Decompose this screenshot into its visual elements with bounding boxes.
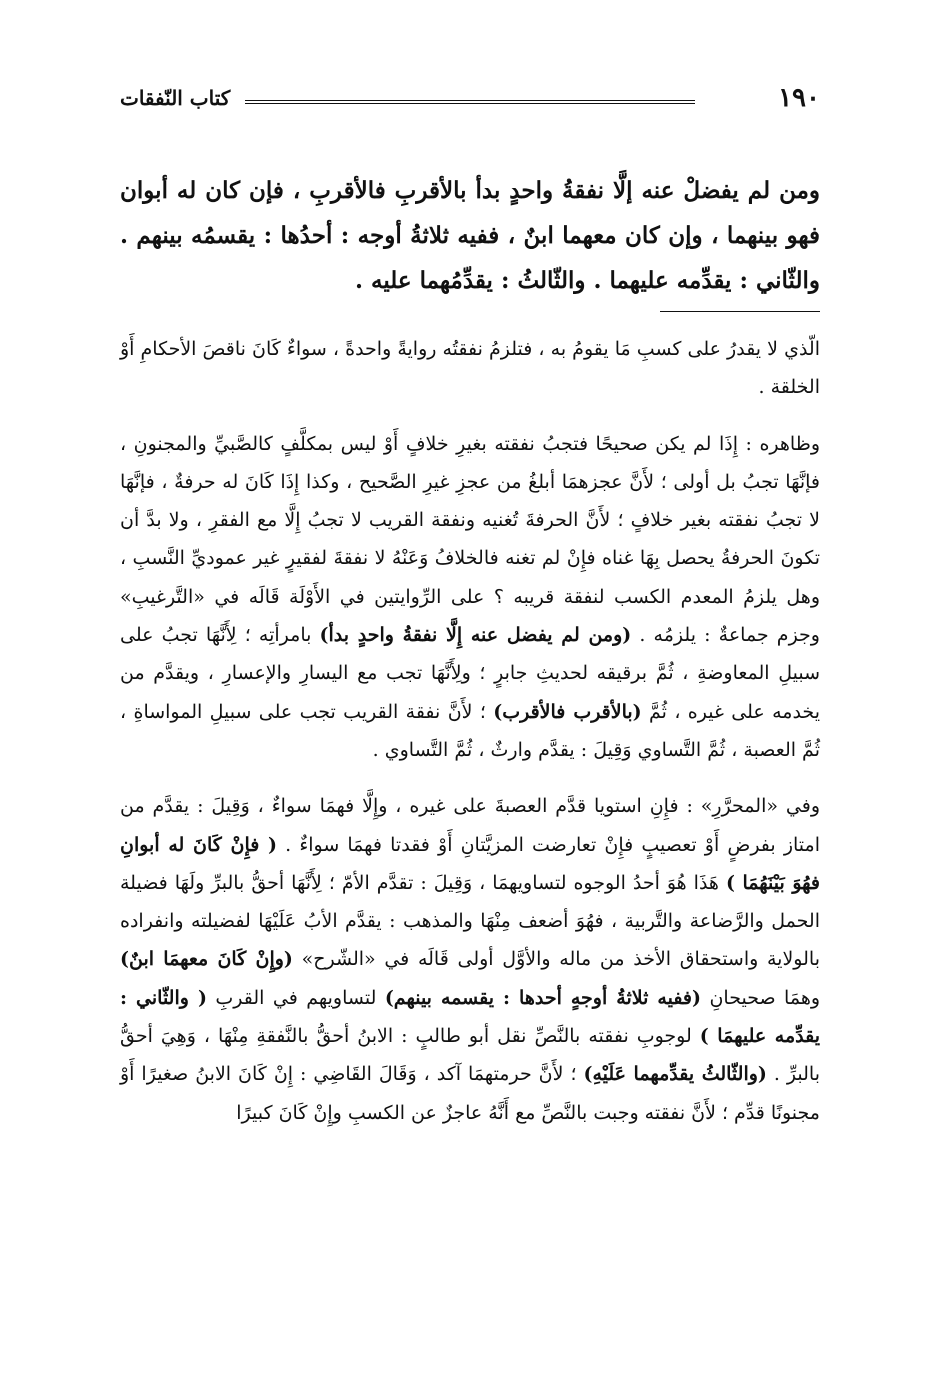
commentary-text: ؛ لأَنَّ نفقة القريب تجب على سبيلِ المواساةِ ، ثُمَّ العصبة ، ثُمَّ التَّساوي وَقِيلَ : يقدَّم وارثٌ ، ثُمَّ التَّساوي . — [120, 700, 820, 761]
header-rule — [245, 100, 695, 101]
commentary-text: وظاهره : إِذَا لم يكن صحيحًا فتجبُ نفقته بغيرِ خلافٍ أَوْ ليس بمكلَّفٍ كالصَّبيِّ والمجنونِ ، فإنَّهَا تجبُ بل أولى ؛ لأَنَّ عجزهمَا أبلغُ من عجزِ غيرِ الصَّحيح ، وكذا إِذَا كَانَ له حرفةٌ ، فإنَّهَا لا تجبُ نفقته بغير خلافٍ ؛ لأَنَّ الحرفةَ تُغنيه ونفقة القريب لا تجبُ إِلَّا مع الفقرِ ، ولا بدَّ أن تكونَ الحرفةُ يحصل بِهَا غناه فإِنْ لم تغنه فالخلافُ وَعَنْهُ لا نفقةَ لفقيرٍ غير عموديِّ النَّسبِ ، وهل يلزمُ المعدم الكسب لنفقة قريبه ؟ على الرِّوايتين في الأَوْلَة قَالَه في «التَّرغيبِ» وجزم جماعةٌ : يلزمُه . — [120, 432, 820, 647]
quoted-main-text: (وإِنْ كَانَ معهمَا ابنٌ) — [120, 948, 293, 971]
commentary-text: وفي «المحرَّرِ» : فإِنِ استويا قدَّم العصبةَ على غيره ، وإِلَّا فهمَا سواءٌ ، وَقِيلَ : يقدَّم من امتاز بفرضٍ أَوْ تعصيبٍ فإِنْ تعارضت المزيَّتانِ أَوْ فقدتا فهمَا سواءٌ . — [120, 795, 820, 856]
quoted-main-text: (ومن لم يفضل عنه إِلَّا نفقةُ واحدٍ بدأ) — [319, 624, 632, 647]
quoted-main-text: (بالأقرب فالأقرب) — [493, 700, 642, 723]
page-header — [120, 78, 820, 118]
main-text-paragraph: ومن لم يفضلْ عنه إلَّا نفقةُ واحدٍ بدأ بالأقربِ فالأقربِ ، فإن كان له أبوان فهو بينهما ، وإن كان معهما ابنٌ ، ففيه ثلاثةُ أوجه : أحدُها : يقسمُه بينهم . والثّاني : يقدِّمه عليهما . والثّالثُ : يقدِّمُهما عليه . — [120, 177, 820, 294]
page-number: ١٩٠ — [778, 83, 820, 113]
commentary-paragraph-3 — [120, 787, 820, 1132]
main-text — [120, 168, 820, 303]
commentary-paragraph-2 — [120, 425, 820, 770]
commentary — [120, 330, 820, 1150]
quoted-main-text: ( والثّاني : يقدِّمه عليهمَا ) — [120, 986, 820, 1048]
commentary-text: هَذَا هُوَ أحدُ الوجوه لتساويهمَا ، وَقِيلَ : تقدَّم الأمّ ؛ لِأَنَّهَا أحقُّ بالبرِّ ولَهَا فضيلة الحمل والرَّضاعة والتَّربية ، فهُوَ أضعف مِنْهَا والمذهب : يقدَّم الأبُ عَلَيْهَا لفضيلته وانفراده بالولاية واستحقاق الأخذ من ماله والأوَّل أولى قَالَه في «الشّرح» — [120, 871, 820, 971]
commentary-text: لوجوبِ نفقته بالنَّصِّ نقل أبو طالبٍ : الابنُ أحقُّ بالنَّفقةِ مِنْهَا ، وَهِيَ أحقُّ بالبرِّ . — [120, 1025, 820, 1086]
commentary-text: وهمَا صحيحانِ — [701, 986, 821, 1009]
commentary-paragraph-1: الّذي لا يقدرُ على كسبِ مَا يقومُ به ، فتلزمُ نفقتُه روايةً واحدةً ، سواءٌ كَانَ ناقصَ الأحكامِ أَوْ الخلقة . — [120, 338, 820, 399]
book-title: كتاب النّفقات — [120, 86, 231, 110]
commentary-text: لتساويهم في القربِ — [206, 986, 385, 1009]
commentary-text: بامرأتِه ؛ لِأَنَّهَا تجبُ على سبيلِ المعاوضةِ ، ثُمَّ برقيقه لحديثِ جابرٍ ؛ ولِأَنَّهَا تجب مع اليسارِ والإعسارِ ، ويقدَّم من يخدمه على غيره ، ثُمَّ — [120, 624, 820, 723]
quoted-main-text: (والثّالثُ يقدِّمهما عَلَيْهِ) — [583, 1063, 767, 1086]
commentary-text: ؛ لأَنَّ حرمتهمَا آكد ، وَقَالَ القَاضِي : إِنْ كَانَ الابنُ صغيرًا أَوْ مجنونًا قدِّم ؛ لأَنَّ نفقته وجبت بالنَّصِّ مع أَنَّهُ عاجزٌ عن الكسبِ وإِنْ كَانَ كبيرًا — [120, 1063, 820, 1124]
quoted-main-text: (ففيه ثلاثةُ أوجهٍ أحدها : يقسمه بينهم) — [384, 986, 702, 1009]
quoted-main-text: ( فإِنْ كَانَ له أبوانِ فهُوَ بَيْنَهُمَا ) — [120, 833, 820, 894]
